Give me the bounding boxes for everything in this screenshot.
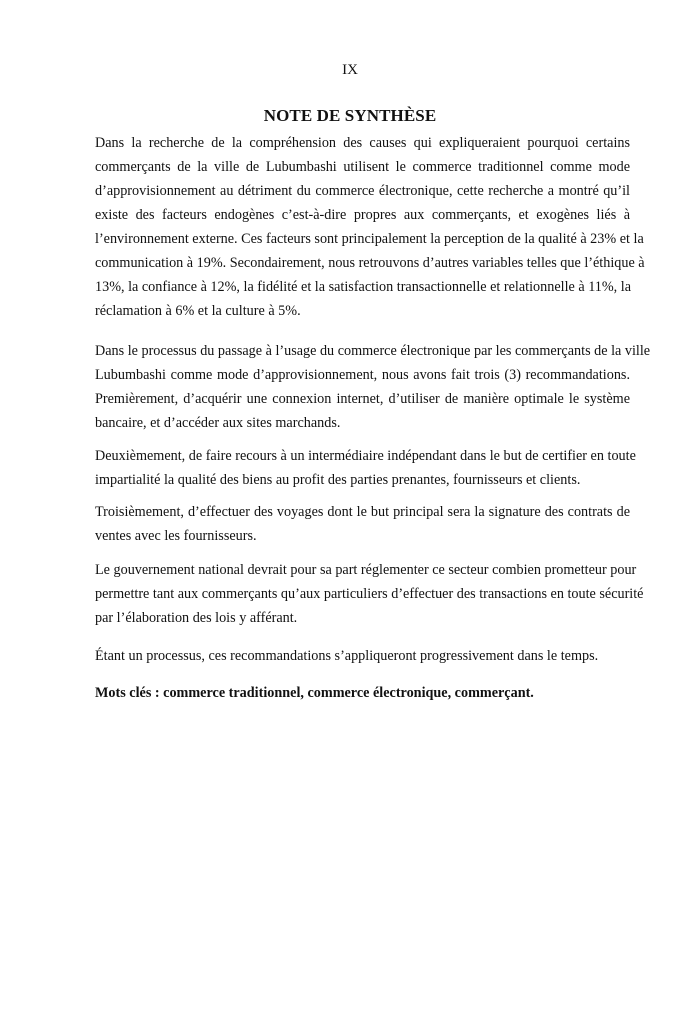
paragraph-government [95,558,644,630]
paragraph-findings [95,131,645,323]
paragraph-second-recommendation [95,444,636,492]
keywords-line: Mots clés : commerce traditionnel, commerce électronique, commerçant. [95,685,534,701]
page-title: NOTE DE SYNTHÈSE [263,106,437,125]
paragraph-recommendations-intro [95,339,651,435]
text-line: l’environnement externe. Ces facteurs sont principalement la perception de la qualité à 23% et la [95,231,644,247]
text-line: ventes avec les fournisseurs. [95,528,257,544]
text-line: d’approvisionnement au détriment du commerce électronique, cette recherche a montré qu’il [95,183,630,199]
paragraph-conclusion [95,644,630,668]
text-line: Troisièmement, d’effectuer des voyages dont le but principal sera la signature des contrats de [95,504,630,520]
text-line: par l’élaboration des lois y afférant. [95,610,298,626]
text-line: Dans la recherche de la compréhension des causes qui expliqueraient pourquoi certains [95,135,630,151]
keywords [95,681,630,705]
text-line: existe des facteurs endogènes c’est-à-dire propres aux commerçants, et exogènes liés à [95,207,630,223]
text-line: Dans le processus du passage à l’usage du commerce électronique par les commerçants de la ville [95,343,651,359]
text-line: Le gouvernement national devrait pour sa part réglementer ce secteur combien prometteur pour [95,562,637,578]
text-line: communication à 19%. Secondairement, nous retrouvons d’autres variables telles que l’éthique à [95,255,645,271]
text-line: Lubumbashi comme mode d’approvisionnement, nous avons fait trois (3) recommandations. [95,367,630,383]
paragraph-third-recommendation [95,500,630,548]
text-line: Deuxièmement, de faire recours à un intermédiaire indépendant dans le but de certifier en toute [95,448,636,464]
text-line: commerçants de la ville de Lubumbashi utilisent le commerce traditionnel comme mode [95,159,630,175]
text-line: Étant un processus, ces recommandations s’appliqueront progressivement dans le temps. [95,648,599,664]
text-line: permettre tant aux commerçants qu’aux particuliers d’effectuer des transactions en toute sécurité [95,586,644,602]
text-line: impartialité la qualité des biens au profit des parties prenantes, fournisseurs et clients. [95,472,581,488]
text-line: 13%, la confiance à 12%, la fidélité et la satisfaction transactionnelle et relationnelle à 11%, la [95,279,632,295]
text-line: Premièrement, d’acquérir une connexion internet, d’utiliser de manière optimale le système [95,391,630,407]
page-number: IX [342,62,358,78]
text-line: réclamation à 6% et la culture à 5%. [95,303,301,319]
text-line: bancaire, et d’accéder aux sites marchands. [95,415,341,431]
